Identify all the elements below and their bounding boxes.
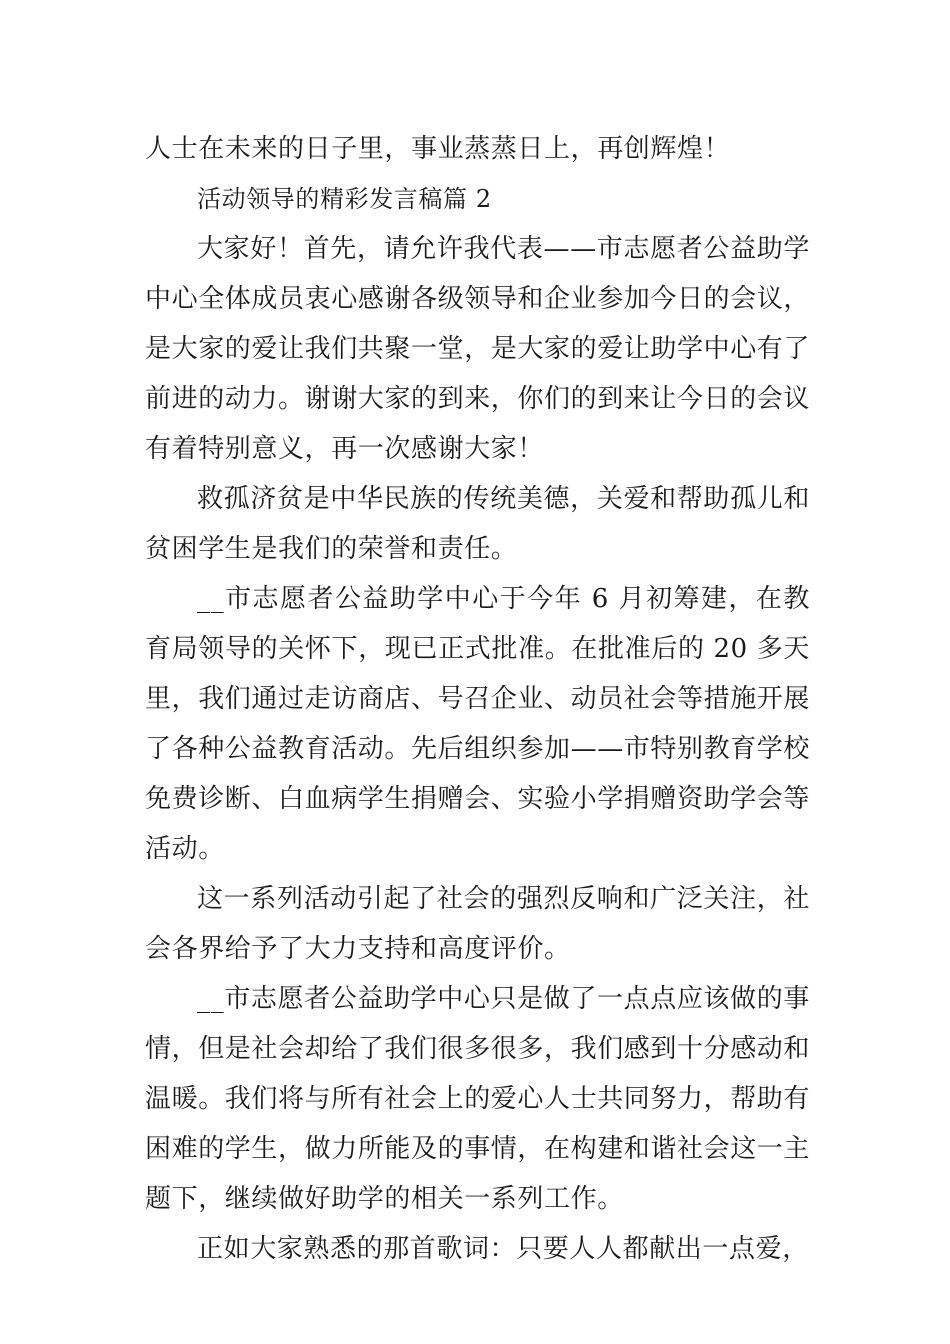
paragraph-commitment: __市志愿者公益助学中心只是做了一点点应该做的事情，但是社会却给了我们很多很多，我们感到十分感动和温暖。我们将与所有社会上的爱心人士共同努力，帮助有困难的学生，做力所能及的事情，在构建和谐社会这一主题下，继续做好助学的相关一系列工作。 [145, 984, 811, 1214]
paragraph-continuation: 人士在未来的日子里，事业蒸蒸日上，再创辉煌！ [145, 134, 731, 164]
paragraph-lyrics: 正如大家熟悉的那首歌词：只要人人都献出一点爱， [197, 1234, 809, 1264]
paragraph-virtue: 救孤济贫是中华民族的传统美德，关爱和帮助孤儿和贫困学生是我们的荣誉和责任。 [145, 484, 810, 564]
paragraph-greeting: 大家好！首先，请允许我代表——市志愿者公益助学中心全体成员衷心感谢各级领导和企业参加今日的会议，是大家的爱让我们共聚一堂，是大家的爱让助学中心有了前进的动力。谢谢大家的到来，你们的到来让今日的会议有着特别意义，再一次感谢大家！ [145, 234, 811, 464]
paragraph-response: 这一系列活动引起了社会的强烈反响和广泛关注，社会各界给予了大力支持和高度评价。 [145, 884, 810, 964]
paragraph-center-founding: __市志愿者公益助学中心于今年 6 月初筹建，在教育局领导的关怀下，现已正式批准。在批准后的 20 多天里，我们通过走访商店、号召企业、动员社会等措施开展了各种公益教育活动。先后组织参加——市特别教育学校免费诊断、白血病学生捐赠会、实验小学捐赠资助学会等活动。 [145, 584, 811, 864]
section-heading: 活动领导的精彩发言稿篇 2 [197, 185, 492, 213]
document-body [145, 124, 810, 1274]
